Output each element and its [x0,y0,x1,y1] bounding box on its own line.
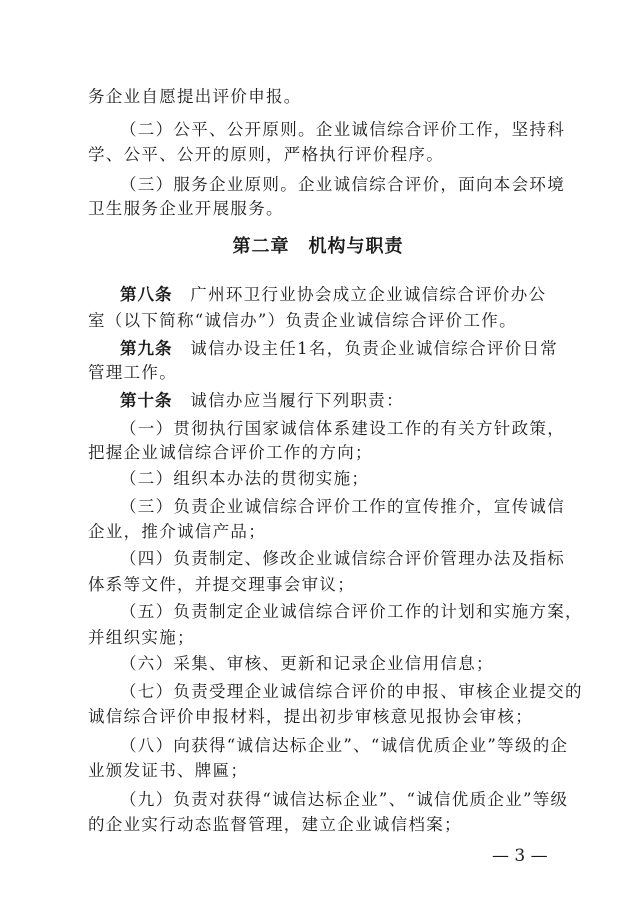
article-10 [120,390,404,412]
paragraph-line: 把握企业诚信综合评价工作的方向； [88,443,373,462]
duty-item: （三）负责企业诚信综合评价工作的宣传推介，宣传诚信 [120,497,565,516]
paragraph-line: 并组织实施； [88,628,195,647]
article-number: 第八条 [120,285,173,304]
article-number: 第十条 [120,391,173,410]
duty-item: （二）组织本办法的贯彻实施； [120,469,370,488]
duty-item: （六）采集、审核、更新和记录企业信用信息； [120,654,494,673]
page-number: — 3 — [492,846,548,866]
duty-item: （九）负责对获得“诚信达标企业”、“诚信优质企业”等级 [120,790,569,809]
paragraph-line: （三）服务企业原则。企业诚信综合评价，面向本会环境 [120,175,565,194]
paragraph-line: 务企业自愿提出评价申报。 [88,87,302,106]
article-text: 广州环卫行业协会成立企业诚信综合评价办公 [172,285,547,304]
duty-item: （四）负责制定、修改企业诚信综合评价管理办法及指标 [120,549,565,568]
article-text: 诚信办应当履行下列职责： [172,391,404,410]
duty-item: （七）负责受理企业诚信综合评价的申报、审核企业提交的 [120,682,583,701]
article-9 [120,338,558,360]
paragraph-line: 管理工作。 [88,363,177,382]
article-8 [120,284,546,306]
paragraph-line: 诚信综合评价申报材料，提出初步审核意见报协会审核； [88,707,533,726]
article-number: 第九条 [120,339,173,358]
chapter-title: 第二章 机构与职责 [232,236,404,257]
paragraph-line: 卫生服务企业开展服务。 [88,199,284,218]
article-text: 诚信办设主任1名，负责企业诚信综合评价日常 [172,339,559,358]
paragraph-line: 企业，推介诚信产品； [88,522,266,541]
paragraph-line: 业颁发证书、牌匾； [88,761,249,780]
duty-item: （一）贯彻执行国家诚信体系建设工作的有关方针政策， [120,419,565,438]
duty-item: （八）向获得“诚信达标企业”、“诚信优质企业”等级的企 [120,736,569,755]
duty-item: （五）负责制定企业诚信综合评价工作的计划和实施方案， [120,602,583,621]
paragraph-line: （二）公平、公开原则。企业诚信综合评价工作，坚持科 [120,120,565,139]
paragraph-line: 学、公平、公开的原则，严格执行评价程序。 [88,145,444,164]
paragraph-line: 体系等文件，并提交理事会审议； [88,575,355,594]
paragraph-line: 室（以下简称“诚信办”）负责企业诚信综合评价工作。 [88,311,517,330]
paragraph-line: 的企业实行动态监督管理，建立企业诚信档案； [88,815,462,834]
